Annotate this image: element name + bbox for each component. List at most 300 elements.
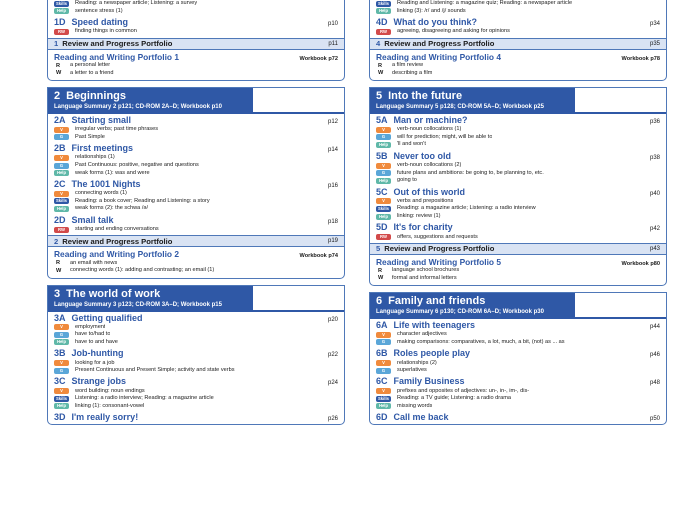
syllabus-line	[54, 331, 338, 339]
line-text: character adjectives	[397, 331, 447, 338]
portfolio-header	[376, 257, 660, 267]
syllabus-line	[376, 387, 660, 395]
portfolio-key: W	[56, 70, 62, 77]
line-text: Reading and Listening: a magazine quiz; Reading: a newspaper article	[397, 0, 573, 7]
syllabus-line	[376, 403, 660, 411]
skill-tag-badge: Help	[54, 403, 69, 409]
syllabus-line	[376, 367, 660, 375]
workbook-reference: Workbook p72	[299, 55, 338, 62]
portfolio-title: Reading and Writing Portfolio 1	[54, 51, 180, 62]
review-title	[376, 39, 494, 48]
section-name: Beginnings	[66, 89, 127, 102]
syllabus-line	[54, 190, 338, 198]
syllabus-line	[376, 198, 660, 206]
workbook-reference: Workbook p80	[621, 260, 660, 267]
page-number: p34	[649, 21, 660, 28]
syllabus-line	[376, 134, 660, 142]
review-title	[376, 244, 494, 253]
unit-title	[376, 115, 468, 126]
line-text: agreeing, disagreeing and asking for opinions	[397, 28, 510, 35]
page-number: p19	[327, 238, 338, 245]
unit-code: 5A	[376, 114, 388, 125]
page-number: p36	[649, 118, 660, 125]
skill-tag-badge: Skills	[54, 396, 69, 402]
line-text: relationships (1)	[75, 154, 115, 161]
unit-header	[54, 179, 338, 190]
unit-name: Family Business	[393, 376, 465, 387]
portfolio-line	[54, 69, 338, 77]
portfolio-line	[54, 259, 338, 267]
line-text: 'll and won't	[397, 141, 426, 148]
unit-2a[interactable]	[48, 114, 344, 142]
line-text: linking: review (1)	[397, 213, 441, 220]
line-text: making comparisons: comparatives, a lot, much, a bit, (not) as ... as	[397, 338, 565, 345]
syllabus-line	[54, 324, 338, 332]
unit-code: 5B	[376, 150, 388, 161]
section-number: 5	[376, 89, 383, 102]
syllabus-line	[54, 198, 338, 206]
unit-header	[54, 376, 338, 387]
unit-name: Small talk	[71, 214, 114, 225]
unit-name: Call me back	[393, 412, 449, 423]
skill-tag-badge: V	[376, 127, 391, 133]
unit-code: 2A	[54, 114, 66, 125]
unit-title	[54, 179, 141, 190]
line-text: verbs and prepositions	[397, 197, 454, 204]
line-text: weak forms (1): was and were	[75, 169, 150, 176]
skill-tag-badge: Help	[376, 178, 391, 184]
skill-tag-badge: G	[54, 332, 69, 338]
portfolio-text: language school brochures	[392, 267, 460, 274]
skill-tag-badge: Skills	[54, 198, 69, 204]
section-header[interactable]	[48, 286, 253, 312]
unit-6a[interactable]	[370, 319, 666, 347]
line-text: Reading: a magazine article; Listening: a radio interview	[397, 205, 536, 212]
section-6	[369, 292, 667, 425]
line-text: Reading: a newspaper article; Listening: a survey	[75, 0, 198, 7]
syllabus-line	[376, 359, 660, 367]
skill-tag-badge: V	[376, 198, 391, 204]
section-name: Into the future	[388, 89, 463, 102]
syllabus-line	[54, 205, 338, 213]
review-label: Review and Progress Portfolio	[384, 39, 495, 49]
syllabus-line	[54, 28, 338, 36]
unit-title	[376, 187, 465, 198]
portfolio-key: W	[378, 275, 384, 282]
section-title	[376, 90, 569, 103]
section-subtitle: Language Summary 5 p128; CD-ROM 5A–D; Workbook p25	[376, 103, 544, 110]
page-number: p12	[327, 118, 338, 125]
skill-tag-badge: G	[54, 134, 69, 140]
unit-name: It's for charity	[393, 222, 453, 233]
line-text: employment	[75, 323, 106, 330]
portfolio-text: describing a film	[392, 69, 433, 76]
unit-code: 6C	[376, 376, 388, 387]
line-text: Past Simple	[75, 133, 105, 140]
review-label: Review and Progress Portfolio	[62, 236, 173, 246]
syllabus-line	[376, 169, 660, 177]
review-progress-portfolio-bar[interactable]	[370, 38, 666, 50]
portfolio-text: connecting words (1): adding and contrasting; an email (1)	[70, 267, 215, 274]
portfolio-line	[376, 275, 660, 283]
skill-tag-badge: Skills	[376, 396, 391, 402]
review-title	[54, 237, 172, 246]
line-text: have to/had to	[75, 331, 111, 338]
unit-2c[interactable]	[48, 178, 344, 214]
skill-tag-badge: V	[54, 360, 69, 366]
syllabus-line	[54, 162, 338, 170]
portfolio-header	[54, 52, 338, 62]
syllabus-line	[376, 205, 660, 213]
unit-name: First meetings	[71, 143, 134, 154]
section-number: 3	[54, 287, 61, 300]
section-header[interactable]	[48, 88, 253, 114]
page-number: p38	[649, 154, 660, 161]
line-text: prefixes and opposites of adjectives: un-, in-, im-, dis-	[397, 387, 530, 394]
skill-tag-badge: V	[376, 388, 391, 394]
unit-name: What do you think?	[393, 17, 478, 28]
syllabus-line	[54, 8, 338, 16]
page-number: p10	[327, 21, 338, 28]
unit-3a[interactable]	[48, 312, 344, 348]
section-number: 2	[54, 89, 61, 102]
workbook-reference: Workbook p78	[621, 55, 660, 62]
page-number: p44	[649, 324, 660, 331]
portfolio-header	[376, 52, 660, 62]
right-column	[369, 0, 667, 518]
page-number: p48	[649, 380, 660, 387]
line-text: going to	[397, 177, 417, 184]
unit-header	[54, 215, 338, 226]
skill-tag-badge: Help	[376, 403, 391, 409]
skill-tag-badge: Help	[376, 214, 391, 220]
portfolio-title: Reading and Writing Portfolio 5	[376, 256, 502, 267]
line-text: starting and ending conversations	[75, 226, 159, 233]
portfolio-key: R	[56, 260, 61, 267]
skill-tag-badge: V	[376, 360, 391, 366]
unit-header	[376, 412, 660, 423]
portfolio-text: formal and informal letters	[392, 274, 457, 281]
unit-name: Roles people play	[393, 348, 471, 359]
portfolio-title: Reading and Writing Portfolio 2	[54, 249, 180, 260]
page-number: p14	[327, 147, 338, 154]
workbook-reference: Workbook p74	[299, 253, 338, 260]
syllabus-line	[376, 213, 660, 221]
line-text: weak forms (2): the schwa /ə/	[75, 205, 149, 212]
page-number: p22	[327, 352, 338, 359]
unit-name: Strange jobs	[71, 376, 127, 387]
unit-2b[interactable]	[48, 142, 344, 178]
skill-tag-badge: V	[54, 127, 69, 133]
portfolio-line	[54, 267, 338, 275]
unit-header	[54, 412, 338, 423]
unit-title	[54, 17, 128, 28]
left-column	[47, 0, 345, 518]
syllabus-line	[54, 339, 338, 347]
line-text: offers, suggestions and requests	[397, 233, 478, 240]
line-text: have to and have	[75, 338, 118, 345]
unit-1d[interactable]	[48, 16, 344, 37]
skill-tag-badge: Help	[54, 170, 69, 176]
page-number: p24	[327, 380, 338, 387]
skill-tag-badge: RW	[376, 29, 391, 35]
partial-unit	[370, 0, 666, 16]
skill-tag-badge: G	[376, 134, 391, 140]
review-number: 2	[54, 236, 59, 246]
unit-5c[interactable]	[370, 186, 666, 222]
section-header[interactable]	[370, 293, 575, 319]
unit-header	[376, 115, 660, 126]
skill-tag-badge: V	[54, 191, 69, 197]
portfolio-title: Reading and Writing Portfolio 4	[376, 51, 502, 62]
page-number: p43	[649, 245, 660, 252]
partial-unit	[48, 0, 344, 16]
unit-name: Life with teenagers	[393, 320, 476, 331]
line-text: superlatives	[397, 367, 427, 374]
page-number: p40	[649, 190, 660, 197]
skill-tag-badge: Help	[54, 8, 69, 14]
line-text: future plans and ambitions: be going to, be planning to, etc.	[397, 169, 544, 176]
skill-tag-badge: G	[54, 368, 69, 374]
portfolio-text: a personal letter	[70, 62, 111, 69]
section-subtitle: Language Summary 6 p130; CD-ROM 6A–D; Workbook p30	[376, 309, 544, 316]
unit-name: Speed dating	[71, 17, 129, 28]
unit-4d[interactable]	[370, 16, 666, 37]
page-number: p50	[649, 416, 660, 423]
review-progress-portfolio-bar[interactable]	[48, 235, 344, 247]
syllabus-line	[376, 0, 660, 8]
syllabus-line	[376, 177, 660, 185]
line-text: linking (3): /r/ and /j/ sounds	[397, 7, 466, 14]
reading-writing-portfolio[interactable]	[370, 255, 666, 285]
syllabus-line	[376, 233, 660, 241]
section-2	[47, 87, 345, 279]
reading-writing-portfolio[interactable]	[370, 50, 666, 80]
review-number: 4	[376, 39, 381, 49]
unit-code: 3B	[54, 348, 66, 359]
unit-header	[376, 320, 660, 331]
unit-code: 2B	[54, 143, 66, 154]
unit-header	[54, 143, 338, 154]
syllabus-line	[54, 169, 338, 177]
section-name: The world of work	[66, 287, 161, 300]
unit-header	[54, 313, 338, 324]
skill-tag-badge: RW	[54, 29, 69, 35]
portfolio-key: R	[378, 62, 383, 69]
unit-header	[376, 376, 660, 387]
page-number: p11	[328, 40, 338, 47]
line-text: looking for a job	[75, 359, 115, 366]
section-subtitle: Language Summary 3 p123; CD-ROM 3A–D; Workbook p15	[54, 301, 222, 308]
syllabus-line	[376, 141, 660, 149]
line-text: word building: noun endings	[75, 387, 145, 394]
unit-3c[interactable]	[48, 375, 344, 411]
syllabus-line	[54, 367, 338, 375]
unit-2d[interactable]	[48, 214, 344, 235]
unit-title	[376, 412, 449, 423]
unit-header	[376, 187, 660, 198]
line-text: finding things in common	[75, 28, 137, 35]
skill-tag-badge: V	[54, 388, 69, 394]
section-header[interactable]	[370, 88, 575, 114]
skill-tag-badge: Help	[376, 142, 391, 148]
syllabus-line	[376, 331, 660, 339]
unit-title	[376, 151, 451, 162]
section-5	[369, 87, 667, 286]
unit-code: 3A	[54, 312, 66, 323]
skill-tag-badge: RW	[376, 234, 391, 240]
unit-title	[54, 115, 131, 126]
unit-code: 1D	[54, 17, 66, 28]
unit-header	[376, 348, 660, 359]
section-title	[376, 295, 569, 308]
unit-5d[interactable]	[370, 221, 666, 242]
skill-tag-badge: Skills	[376, 206, 391, 212]
section-title	[54, 288, 247, 301]
unit-code: 4D	[376, 17, 388, 28]
unit-3d[interactable]	[48, 411, 344, 424]
line-text: Listening: a radio interview; Reading: a magazine article	[75, 395, 214, 402]
line-text: missing words	[397, 402, 433, 409]
unit-code: 5C	[376, 186, 388, 197]
reading-writing-portfolio[interactable]	[48, 50, 344, 80]
portfolio-text: an email with news	[70, 259, 118, 266]
unit-name: I'm really sorry!	[71, 412, 139, 423]
unit-code: 3D	[54, 412, 66, 423]
unit-code: 2D	[54, 214, 66, 225]
page-number: p42	[649, 226, 660, 233]
unit-title	[54, 348, 124, 359]
unit-5a[interactable]	[370, 114, 666, 150]
syllabus-line	[376, 395, 660, 403]
syllabus-line	[54, 134, 338, 142]
line-text: Present Continuous and Present Simple; activity and state verbs	[75, 367, 235, 374]
skill-tag-badge: V	[376, 163, 391, 169]
section-number: 6	[376, 295, 383, 308]
syllabus-line	[376, 28, 660, 36]
page-number: p18	[327, 218, 338, 225]
unit-title	[54, 143, 133, 154]
skill-tag-badge: Help	[54, 206, 69, 212]
line-text: Reading: a book cover; Reading and Listening: a story	[75, 197, 210, 204]
skill-tag-badge: V	[54, 324, 69, 330]
previous-section-continuation	[47, 0, 345, 81]
section-title	[54, 90, 247, 103]
unit-6d[interactable]	[370, 411, 666, 424]
unit-header	[376, 222, 660, 233]
line-text: linking (1): consonant-vowel	[75, 402, 145, 409]
portfolio-text: a film review	[392, 62, 424, 69]
unit-header	[376, 151, 660, 162]
unit-5b[interactable]	[370, 150, 666, 186]
unit-title	[376, 348, 470, 359]
review-progress-portfolio-bar[interactable]	[48, 38, 344, 50]
portfolio-text: a letter to a friend	[70, 69, 114, 76]
portfolio-key: R	[56, 62, 61, 69]
line-text: Past Continuous: positive, negative and questions	[75, 162, 199, 169]
portfolio-key: R	[378, 267, 383, 274]
skill-tag-badge: G	[54, 163, 69, 169]
unit-code: 6D	[376, 412, 388, 423]
portfolio-line	[376, 62, 660, 70]
review-progress-portfolio-bar[interactable]	[370, 243, 666, 255]
portfolio-header	[54, 249, 338, 259]
unit-title	[54, 412, 138, 423]
unit-name: Getting qualified	[71, 312, 143, 323]
unit-code: 6A	[376, 320, 388, 331]
syllabus-line	[54, 226, 338, 234]
skill-tag-badge: Help	[376, 8, 391, 14]
unit-header	[54, 115, 338, 126]
unit-code: 2C	[54, 178, 66, 189]
unit-title	[376, 320, 475, 331]
unit-name: Starting small	[71, 114, 132, 125]
unit-3b[interactable]	[48, 347, 344, 375]
syllabus-line	[54, 395, 338, 403]
line-text: irregular verbs; past time phrases	[75, 126, 159, 133]
syllabus-line	[54, 126, 338, 134]
syllabus-line	[54, 154, 338, 162]
portfolio-line	[376, 267, 660, 275]
skill-tag-badge: Skills	[54, 1, 69, 7]
syllabus-line	[376, 162, 660, 170]
review-number: 1	[54, 39, 59, 49]
unit-header	[54, 17, 338, 28]
line-text: sentence stress (1)	[75, 7, 123, 14]
syllabus-line	[376, 126, 660, 134]
skill-tag-badge: V	[376, 332, 391, 338]
page-number: p46	[649, 352, 660, 359]
skill-tag-badge: G	[376, 339, 391, 345]
unit-code: 6B	[376, 348, 388, 359]
syllabus-line	[376, 8, 660, 16]
review-label: Review and Progress Portfolio	[384, 244, 495, 254]
portfolio-line	[54, 62, 338, 70]
previous-section-continuation	[369, 0, 667, 81]
line-text: relationships (2)	[397, 359, 437, 366]
skill-tag-badge: Help	[54, 339, 69, 345]
page-number: p16	[327, 182, 338, 189]
unit-title	[376, 222, 453, 233]
unit-code: 3C	[54, 376, 66, 387]
unit-title	[376, 376, 465, 387]
unit-name: The 1001 Nights	[71, 178, 141, 189]
line-text: verb-noun collocations (1)	[397, 126, 462, 133]
portfolio-key: W	[378, 70, 384, 77]
unit-6b[interactable]	[370, 347, 666, 375]
portfolio-line	[376, 69, 660, 77]
unit-6c[interactable]	[370, 375, 666, 411]
skill-tag-badge: G	[376, 170, 391, 176]
line-text: will for prediction; might, will be able to	[397, 133, 493, 140]
portfolio-key: W	[56, 267, 62, 274]
section-3	[47, 285, 345, 426]
reading-writing-portfolio[interactable]	[48, 247, 344, 277]
line-text: Reading: a TV guide; Listening: a radio drama	[397, 395, 512, 402]
page-number: p35	[649, 40, 660, 47]
unit-title	[54, 215, 114, 226]
unit-header	[376, 17, 660, 28]
syllabus-line	[54, 359, 338, 367]
syllabus-line	[54, 403, 338, 411]
line-text: verb-noun collocations (2)	[397, 162, 462, 169]
skill-tag-badge: Skills	[376, 1, 391, 7]
syllabus-line	[54, 387, 338, 395]
unit-header	[54, 348, 338, 359]
skill-tag-badge: G	[376, 368, 391, 374]
section-name: Family and friends	[388, 295, 486, 308]
review-label: Review and Progress Portfolio	[62, 39, 173, 49]
